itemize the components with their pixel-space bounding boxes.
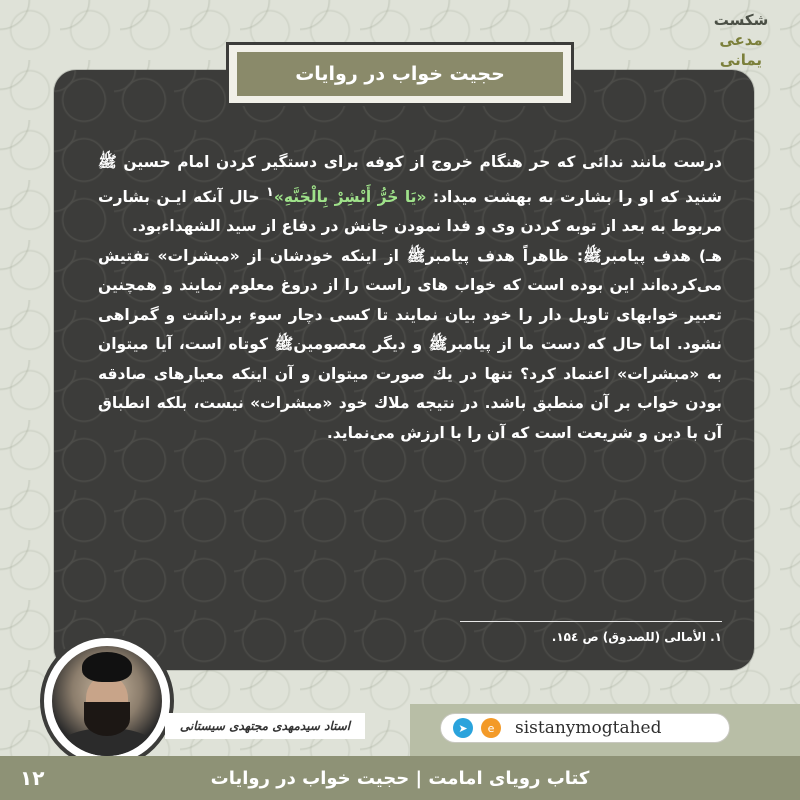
paragraph-1-part-1: درست مانند ندائی که حر هنگام خروج از کوفه برای دستگیر کردن امام حسین [123, 153, 722, 171]
paragraph-1-part-2: شنید که او را بشارت به بهشت میداد: [432, 187, 722, 206]
brand-line-3: یمانی [719, 51, 763, 69]
brand-line-1: شکست [713, 11, 769, 29]
brand-line-2: مدعی [719, 31, 763, 49]
contact-handle-box[interactable] [440, 713, 730, 743]
title-frame [226, 42, 574, 106]
brand-logo [696, 10, 786, 70]
author-photo [52, 646, 162, 756]
book-title: کتاب رویای امامت | حجیت خواب در روایات [210, 767, 590, 789]
author-name: استاد سیدمهدی مجتهدی سیستانی [165, 713, 365, 739]
social-handle[interactable]: sistanymogtahed [515, 718, 662, 738]
footnote-divider [460, 621, 722, 622]
honorific-symbol: ﷺ [98, 153, 117, 171]
paragraph-1 [98, 148, 722, 242]
footnote: ۱. الأمالی (للصدوق) ص ۱۵٤. [551, 630, 722, 644]
author-avatar [40, 634, 174, 768]
telegram-icon[interactable]: ➤ [453, 718, 473, 738]
paragraph-2: هـ) هدف پیامبرﷺ: ظاهراً هدف پیامبرﷺ از اینکه خودشان از «مبشرات» تفتیش می‌کرده‌اند این بوده است که خواب های راست را از دروغ معلوم نمایند و همچنین تعبیر خوابهای تاویل دار را خود بیان نمایند تا کسی دچار سوء برداشت و گمراهی نشود. اما حال که دست ما از پیامبرﷺ و دیگر معصومینﷺ کوتاه است، آیا میتوان به «مبشرات» اعتماد کرد؟ تنها در یك صورت میتوان و آن اینکه معیارهای صادقه بودن خواب بر آن منطبق باشد. در نتیجه ملاك خود «مبشرات» نیست، بلکه انطباق آن با دین و شریعت است که آن را با ارزش می‌نماید. [98, 246, 722, 442]
eitaa-icon[interactable]: e [481, 718, 501, 738]
page-number: ۱۲ [20, 766, 45, 790]
article-body [98, 148, 722, 448]
hadith-quote: «یَا حُرُّ أَبْشِرْ بِالْجَنَّهِ» [273, 187, 427, 206]
page-title: حجیت خواب در روایات [236, 51, 564, 97]
paragraph-1-part-3: حال آنکه ایـن بشارت مربوط به بعد از توبه کردن وی و فدا نمودن جانش در دفاع از سید الشهداءبود. [98, 187, 722, 236]
footnote-ref: ۱ [265, 184, 274, 200]
